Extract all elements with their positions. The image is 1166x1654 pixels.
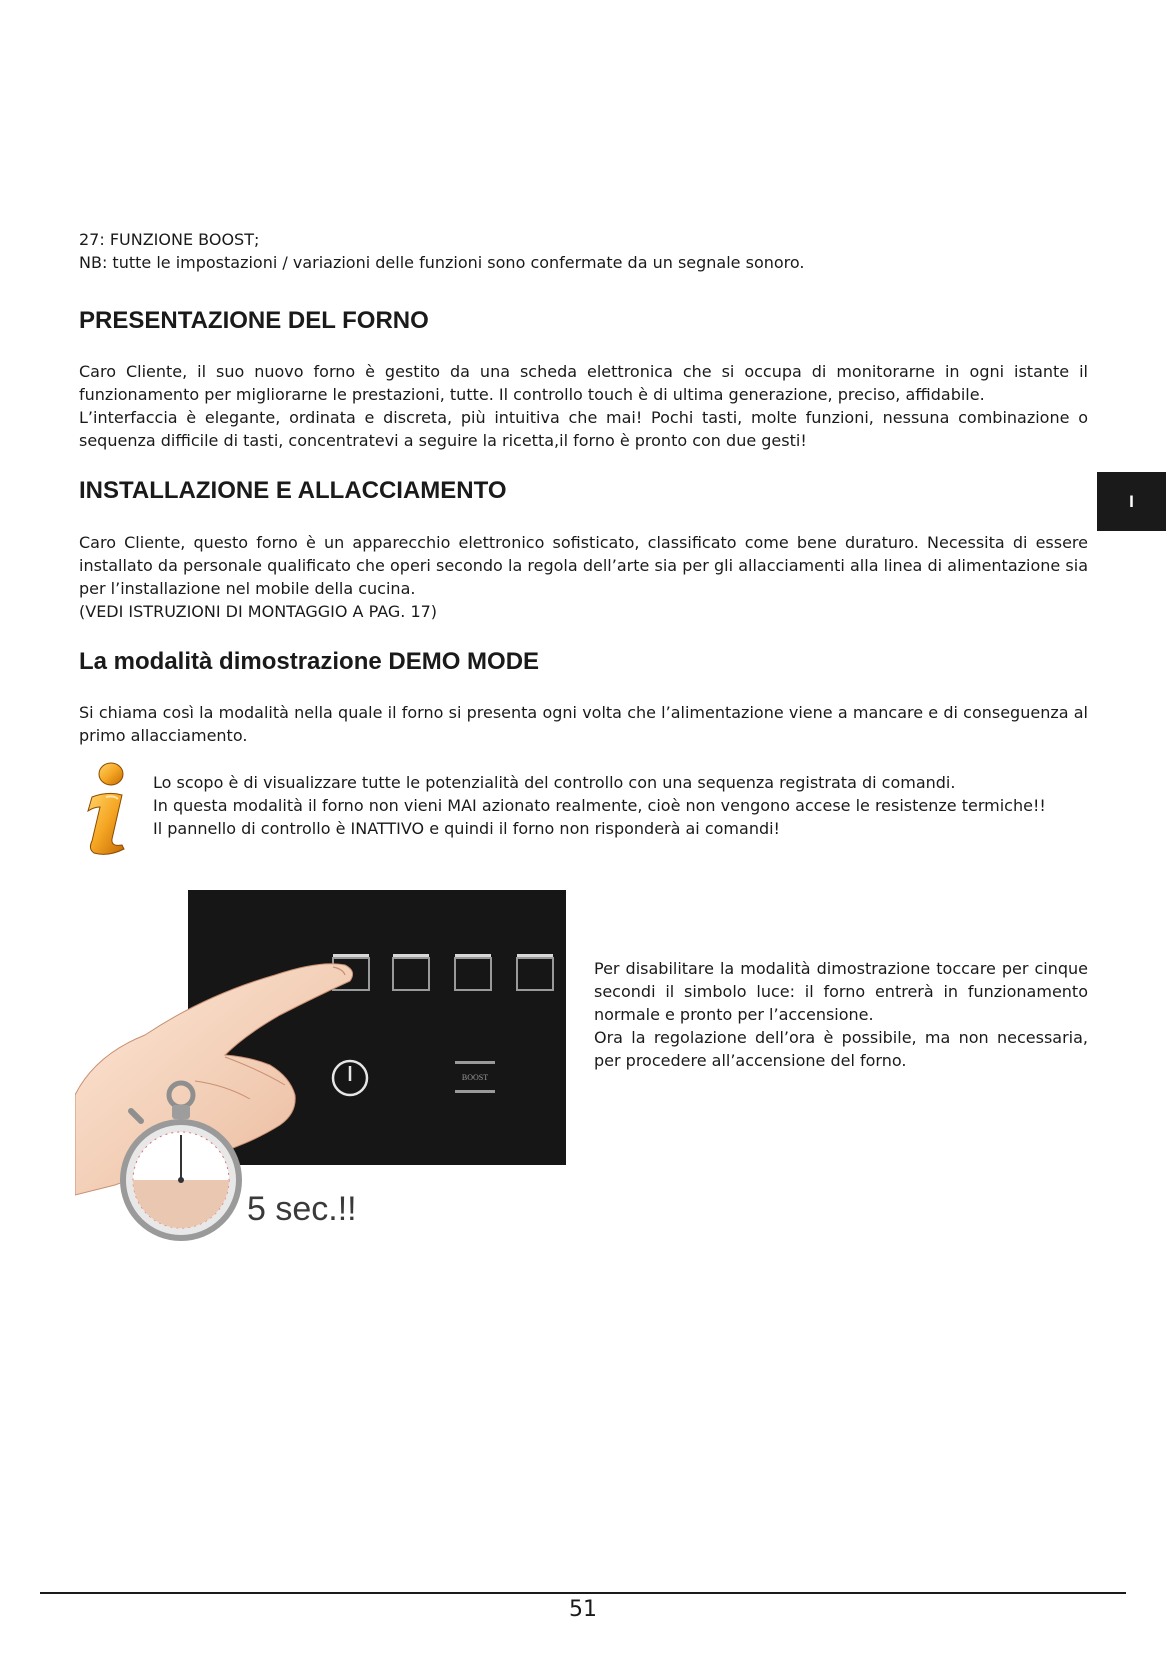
disable-demo-para1: Per disabilitare la modalità dimostrazione toccare per cinque secondi il simbolo luce: il forno entrerà in funzionamento normale e pronto per l’accensione. (594, 959, 1088, 1024)
section-title-presentazione: PRESENTAZIONE DEL FORNO (79, 307, 429, 334)
demo-mode-illustration (75, 885, 575, 1285)
intro-line-note: NB: tutte le impostazioni / variazioni delle funzioni sono confermate da un segnale sonoro. (79, 253, 805, 272)
intro-text (79, 228, 1088, 274)
page-number: 51 (569, 1597, 597, 1622)
section-title-installazione: INSTALLAZIONE E ALLACCIAMENTO (79, 477, 507, 504)
section-presentazione-para1: Caro Cliente, il suo nuovo forno è gestito da una scheda elettronica che si occupa di monitorarne in ogni istante il funzionamento per migliorarne le prestazioni, tutte. Il controllo touch è di ultima generazione, preciso, affidabile. (79, 362, 1088, 404)
info-note-line1: Lo scopo è di visualizzare tutte le potenzialità del controllo con una sequenza registrata di comandi. (153, 773, 956, 792)
section-demo-mode-para1: Si chiama così la modalità nella quale il forno si presenta ogni volta che l’alimentazione viene a mancare e di conseguenza al primo allacciamento. (79, 703, 1088, 745)
info-icon (78, 761, 132, 857)
section-installazione-para2: (VEDI ISTRUZIONI DI MONTAGGIO A PAG. 17) (79, 602, 438, 621)
section-title-demo-mode: La modalità dimostrazione DEMO MODE (79, 648, 540, 675)
timer-label: 5 sec.!! (247, 1190, 357, 1228)
disable-demo-text (594, 957, 1088, 1072)
info-note-line2: In questa modalità il forno non vieni MAI azionato realmente, cioè non vengono accese le resistenze termiche!! (153, 796, 1046, 815)
footer-rule (40, 1592, 1126, 1594)
info-note-line3: Il pannello di controllo è INATTIVO e quindi il forno non risponderà ai comandi! (153, 819, 780, 838)
intro-line-boost: 27: FUNZIONE BOOST; (79, 230, 260, 249)
language-tab (1097, 472, 1166, 531)
boost-key-label: BOOST (461, 1073, 489, 1082)
disable-demo-para2: Ora la regolazione dell’ora è possibile, ma non necessaria, per procedere all’accensione del forno. (594, 1028, 1088, 1070)
info-note (153, 771, 1083, 840)
section-installazione-para1: Caro Cliente, questo forno è un apparecchio elettronico sofisticato, classificato come bene duraturo. Necessita di essere installato da personale qualificato che operi secondo la regola dell’arte sia per gli allacciamenti alla linea di alimentazione sia per l’installazione nel mobile della cucina. (79, 533, 1088, 598)
section-presentazione-para2: L’interfaccia è elegante, ordinata e discreta, più intuitiva che mai! Pochi tasti, molte funzioni, nessuna combinazione o sequenza difficile di tasti, concentratevi a seguire la ricetta,il forno è pronto con due gesti! (79, 408, 1088, 450)
language-tab-label: I (1129, 491, 1134, 511)
